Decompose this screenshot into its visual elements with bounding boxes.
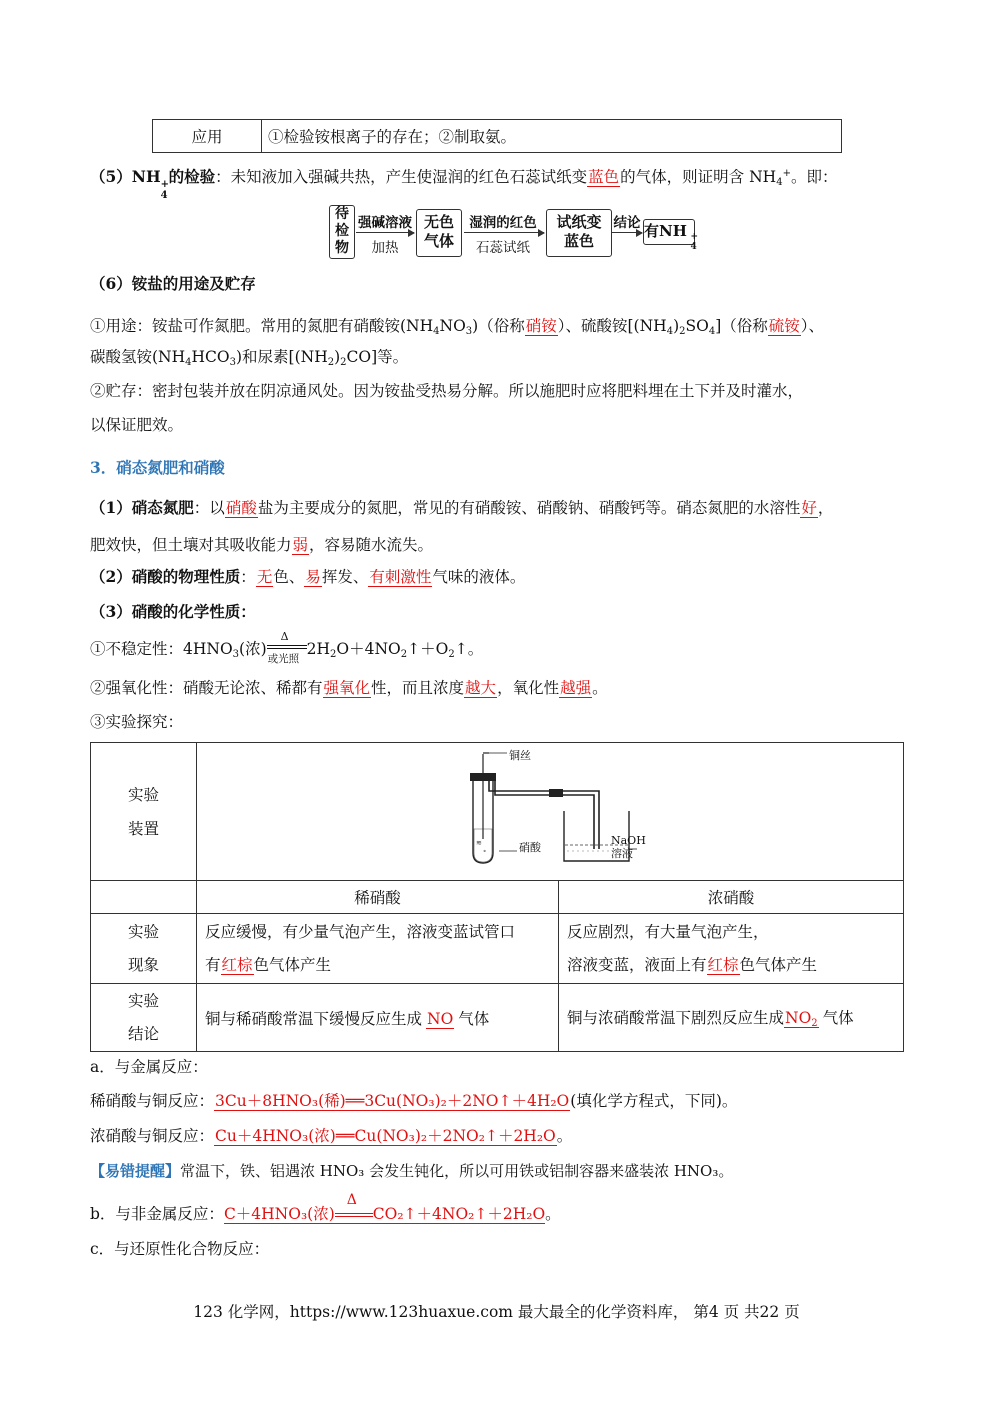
fill-volatile: 易 xyxy=(305,568,321,586)
apparatus-label: 实验 装置 xyxy=(91,743,197,881)
section-5-number: （5） xyxy=(90,167,132,186)
phenomenon-label: 实验 现象 xyxy=(91,914,197,984)
fill-no2: NO xyxy=(785,1009,812,1027)
nitrate-fertilizer-line2: 肥效快，但土壤对其吸收能力弱，容易随水流失。 xyxy=(90,536,434,554)
dilute-copper-line: 稀硝酸与铜反应：3Cu＋8HNO₃(稀)══3Cu(NO₃)₂＋2NO↑＋4H₂O(填化学方程式，下同)。 xyxy=(90,1092,738,1110)
fill-larger: 越大 xyxy=(465,679,497,697)
section-6-title: （6）铵盐的用途及贮存 xyxy=(90,274,256,293)
flow-arrow-2 xyxy=(464,232,544,233)
fill-no: NO xyxy=(427,1009,454,1028)
col-dilute-header: 稀硝酸 xyxy=(197,881,559,914)
section-3-heading: 3．硝态氮肥和硝酸 xyxy=(90,458,225,477)
svg-text:≋: ≋ xyxy=(476,839,482,847)
fill-ammonium-sulfate: 硫铵 xyxy=(768,317,800,335)
conclusion-label: 实验 结论 xyxy=(91,984,197,1052)
nitrate-fertilizer-line1: （1）硝态氮肥：以硝酸盐为主要成分的氮肥，常见的有硝酸铵、硝酸钠、硝酸钙等。硝态氮肥的水溶性好， xyxy=(90,498,834,517)
fill-dilute-copper-equation: 3Cu＋8HNO₃(稀)══3Cu(NO₃)₂＋2NO↑＋4H₂O xyxy=(215,1092,570,1110)
section-5-title: NH xyxy=(131,167,161,186)
section-6-storage-line2: 以保证肥效。 xyxy=(90,416,184,434)
flow-box-result: 有NH + 4 xyxy=(643,219,695,245)
label-copper-wire: 铜丝 xyxy=(509,749,531,762)
flow-label-litmus-top: 湿润的红色 xyxy=(469,215,537,231)
experiment-table xyxy=(90,742,904,1052)
section-6-usage-line2: 碳酸氢铵$(NH_4HCO_3)$和尿素$[(NH_2)_2CO]$等。 xyxy=(90,348,409,368)
fill-reddish-brown-1: 红棕 xyxy=(221,955,253,974)
fill-heat-condition: Δ xyxy=(346,1192,357,1208)
instability-line: ①不稳定性：$4HNO_3$(浓) Δ 或光照 $2H_2O+4NO_2↑+O_2↑$。 xyxy=(90,630,484,665)
flow-label-heat: 加热 xyxy=(371,240,399,256)
fill-reddish-brown-2: 红棕 xyxy=(707,955,739,974)
tip-tag: 【易错提醒】 xyxy=(90,1162,181,1180)
flow-label-conclusion: 结论 xyxy=(613,215,641,231)
fill-ammonium-nitrate: 硝铵 xyxy=(525,317,557,335)
metal-reaction-title: a．与金属反应： xyxy=(90,1058,208,1076)
fill-nitric: 硝酸 xyxy=(225,499,257,517)
error-tip xyxy=(90,1160,733,1181)
apparatus-image-cell xyxy=(197,743,904,881)
experiment-intro: ③实验探究： xyxy=(90,713,184,731)
tip-text: 常温下，铁、铝遇浓 HNO₃ 会发生钝化，所以可用铁或铝制容器来盛装浓 HNO₃。 xyxy=(180,1162,734,1180)
page-footer: 123 化学网，https://www.123huaxue.com 最大最全的化学资料库， 第4 页 共22 页 xyxy=(193,1303,800,1321)
fill-carbon-equation: CO₂↑＋4NO₂↑＋2H₂O xyxy=(372,1205,546,1223)
fill-strong-oxidizing: 强氧化 xyxy=(323,679,371,697)
flow-box-paper-blue: 试纸变 蓝色 xyxy=(546,209,612,257)
flow-box-colorless-gas: 无色 气体 xyxy=(416,209,462,257)
dilute-phenomenon: 反应缓慢，有少量气泡产生，溶液变蓝试管口 有红棕色气体产生 xyxy=(197,914,559,984)
dilute-conclusion: 铜与稀硝酸常温下缓慢反应生成 NO 气体 xyxy=(197,984,559,1052)
col-conc-header: 浓硝酸 xyxy=(559,881,904,914)
header-empty xyxy=(91,881,197,914)
conc-phenomenon: 反应剧烈，有大量气泡产生， 溶液变蓝，液面上有红棕色气体产生 xyxy=(559,914,904,984)
fill-conc-copper-equation: Cu＋4HNO₃(浓)══Cu(NO₃)₂＋2NO₂↑＋2H₂O xyxy=(215,1127,556,1145)
flow-arrow-1 xyxy=(356,232,414,233)
svg-text:∘: ∘ xyxy=(483,847,487,855)
flow-label-litmus-bottom: 石蕊试纸 xyxy=(476,240,530,256)
physical-properties-line: （2）硝酸的物理性质：无色、易挥发、有刺激性气味的液体。 xyxy=(90,567,526,586)
section-6-storage-line1: ②贮存：密封包装并放在阴凉通风处。因为铵盐受热易分解。所以施肥时应将肥料埋在土下并及时灌水， xyxy=(90,382,804,400)
chemical-properties-title: （3）硝酸的化学性质： xyxy=(90,602,256,621)
fill-weak: 弱 xyxy=(292,536,309,554)
reducing-compound-line: c．与还原性化合物反应： xyxy=(90,1240,270,1258)
fill-stronger: 越强 xyxy=(560,679,592,697)
fill-blue-color: 蓝色 xyxy=(588,168,620,186)
conc-conclusion: 铜与浓硝酸常温下剧烈反应生成$NO_2$ 气体 xyxy=(559,984,904,1052)
fill-colorless: 无 xyxy=(256,568,273,586)
flow-box-sample: 待检物 xyxy=(329,205,355,259)
flow-label-strong-base: 强碱溶液 xyxy=(358,215,412,231)
application-table xyxy=(152,119,842,153)
nonmetal-line: b．与非金属反应：C＋4HNO₃(浓) Δ CO₂↑＋4NO₂↑＋2H₂O。 xyxy=(90,1192,561,1223)
fill-pungent: 有刺激性 xyxy=(369,568,432,586)
section-5-line: （5）NH + 4 的检验：未知液加入强碱共热，产生使湿润的红色石蕊试纸变蓝色的气体，则证明含 $NH_4^+$。即： xyxy=(90,167,838,201)
section-6-usage-line1: ①用途：铵盐可作氮肥。常用的氮肥有硝酸铵$(NH_4NO_3)$（俗称硝铵）、硫酸铵$[(NH_4)_2SO_4]$（俗称硫铵）、 xyxy=(90,317,825,337)
label-nitric-acid: 硝酸 xyxy=(519,841,541,854)
application-value: ①检验铵根离子的存在；②制取氨。 xyxy=(262,120,842,153)
label-naoh-solution: NaOH 溶液 xyxy=(611,834,646,860)
application-label: 应用 xyxy=(153,120,262,153)
conc-copper-line: 浓硝酸与铜反应：Cu＋4HNO₃(浓)══Cu(NO₃)₂＋2NO₂↑＋2H₂O。 xyxy=(90,1127,573,1145)
fill-good: 好 xyxy=(801,499,817,517)
oxidizing-line: ②强氧化性：硝酸无论浓、稀都有强氧化性，而且浓度越大，氧化性越强。 xyxy=(90,679,608,697)
flow-arrow-3 xyxy=(612,232,642,233)
